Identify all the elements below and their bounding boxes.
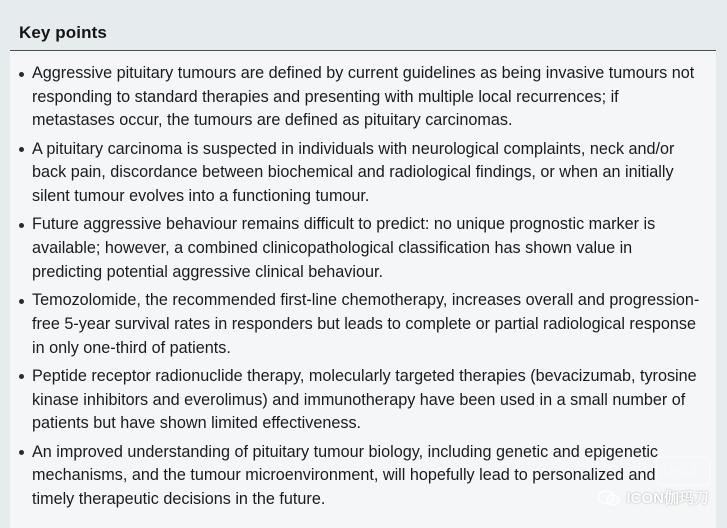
key-points-body — [10, 51, 716, 528]
key-point-item — [10, 365, 710, 436]
bullet-icon — [19, 299, 24, 304]
key-point-text: Future aggressive behaviour remains difficult to predict: no unique prognostic marker is available; however, a combined clinicopathological classification has shown value in predicting potential aggressive clinical behaviour. — [32, 215, 656, 281]
key-point-item — [10, 289, 710, 360]
key-points-title: Key points — [19, 23, 107, 42]
key-points-list — [10, 62, 710, 516]
key-point-text: Aggressive pituitary tumours are defined by current guidelines as being invasive tumours not responding to standard therapies and presenting with multiple local recurrences; if metastases occur, the tumours are defined as pituitary carcinomas. — [32, 64, 695, 130]
bullet-icon — [19, 147, 24, 152]
key-points-header — [10, 14, 715, 50]
watermark-label: ICON伽玛刀 — [626, 490, 709, 507]
key-point-text: An improved understanding of pituitary tumour biology, including genetic and epigenetic mechanisms, and the tumour microenvironment, will hopefully lead to personalized and timely therapeutic decisions in the future. — [32, 442, 659, 508]
key-point-text: Peptide receptor radionuclide therapy, molecularly targeted therapies (bevacizumab, tyrosine kinase inhibitors and everolimus) and immunotherapy have been used in a small number of patients but have shown limited effectiveness. — [32, 366, 697, 433]
bullet-icon — [19, 450, 24, 455]
key-point-item — [10, 213, 710, 284]
watermark-seal-icon — [655, 456, 711, 486]
key-point-item — [10, 62, 710, 133]
wechat-icon — [598, 489, 620, 507]
watermark — [598, 487, 709, 508]
key-point-text: Temozolomide, the recommended first-line chemotherapy, increases overall and progression-free 5-year survival rates in responders but leads to complete or partial radiological response in only one-third of patients. — [32, 291, 700, 357]
bullet-icon — [19, 72, 24, 77]
key-point-text: A pituitary carcinoma is suspected in individuals with neurological complaints, neck and/or back pain, discordance between biochemical and radiological findings, or when an initially silent tumour evolves into a functioning tumour. — [32, 139, 675, 206]
key-point-item — [10, 138, 710, 209]
watermark-seal-text: 陕医汇 — [663, 465, 703, 480]
bullet-icon — [19, 374, 24, 379]
bullet-icon — [19, 223, 24, 228]
